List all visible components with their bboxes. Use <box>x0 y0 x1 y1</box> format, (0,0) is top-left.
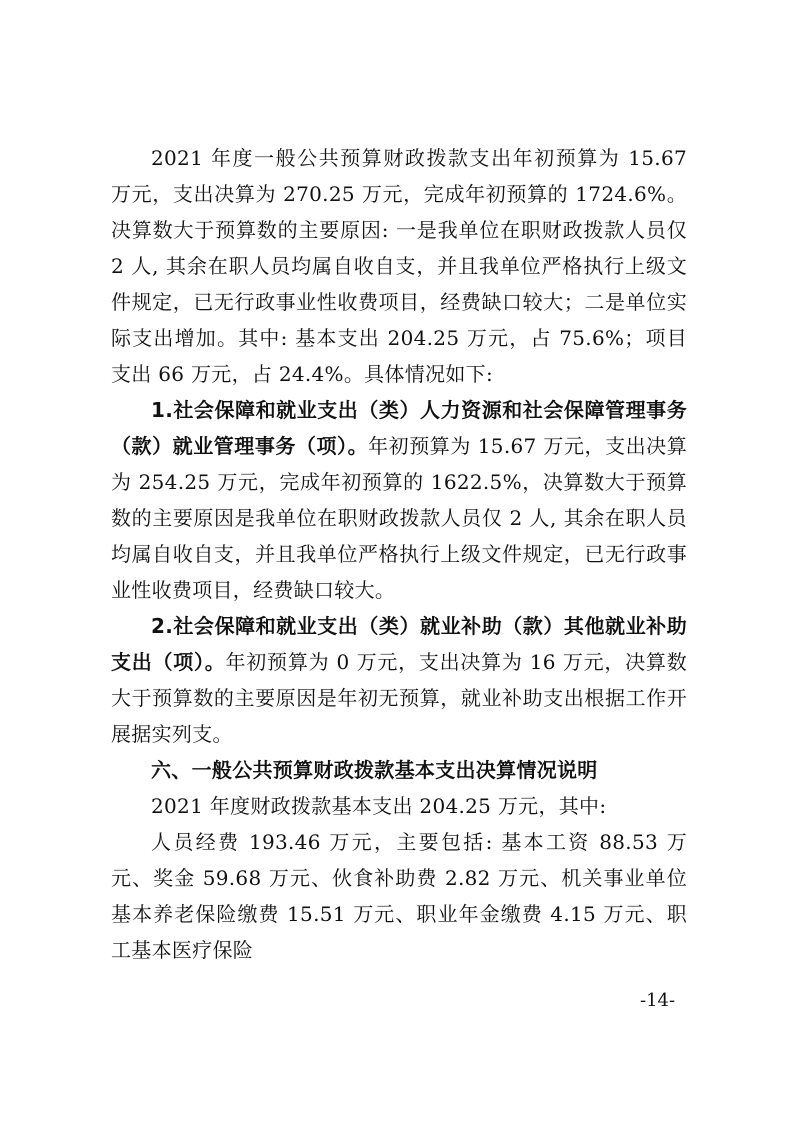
paragraph-personnel-expenses: 人员经费 193.46 万元，主要包括: 基本工资 88.53 万元、奖金 59.68 万元、伙食补助费 2.82 万元、机关事业单位基本养老保险缴费 15.51 万元、职业年金缴费 4.15 万元、职工基本医疗保险 <box>111 830 687 962</box>
paragraph-budget-summary: 2021 年度一般公共预算财政拨款支出年初预算为 15.67 万元，支出决算为 270.25 万元，完成年初预算的 1724.6%。决算数大于预算数的主要原因: 一是我单位在职财政拨款人员仅 2 人, 其余在职人员均属自收自支，并且我单位严格执行上级文件规定，已无行政事业性收费项目，经费缺口较大；二是单位实际支出增加。其中: 基本支出 204.25 万元，占 75.6%；项目支出 66 万元，占 24.4%。具体情况如下: <box>111 146 687 386</box>
item-1-body: 年初预算为 15.67 万元，支出决算为 254.25 万元，完成年初预算的 1622.5%，决算数大于预算数的主要原因是我单位在职财政拨款人员仅 2 人, 其余在职人员均属自收自支，并且我单位严格执行上级文件规定，已无行政事业性收费项目，经费缺口较大。 <box>111 434 688 602</box>
paragraph-item-1 <box>111 392 687 608</box>
item-2-title: 2.社会保障和就业支出（类）就业补助（款）其他就业补助支出（项）。 <box>111 614 687 674</box>
paragraph-basic-expenditure: 2021 年度财政拨款基本支出 204.25 万元，其中: <box>151 794 607 818</box>
paragraph-item-2 <box>111 608 687 752</box>
page-number: -14- <box>640 990 676 1011</box>
item-1-title: 1.社会保障和就业支出（类）人力资源和社会保障管理事务（款）就业管理事务（项）。 <box>111 398 687 458</box>
document-body <box>111 140 687 968</box>
section-6-heading: 六、一般公共预算财政拨款基本支出决算情况说明 <box>151 758 598 782</box>
item-2-body: 年初预算为 0 万元，支出决算为 16 万元，决算数大于预算数的主要原因是年初无预算，就业补助支出根据工作开展据实列支。 <box>111 650 687 746</box>
